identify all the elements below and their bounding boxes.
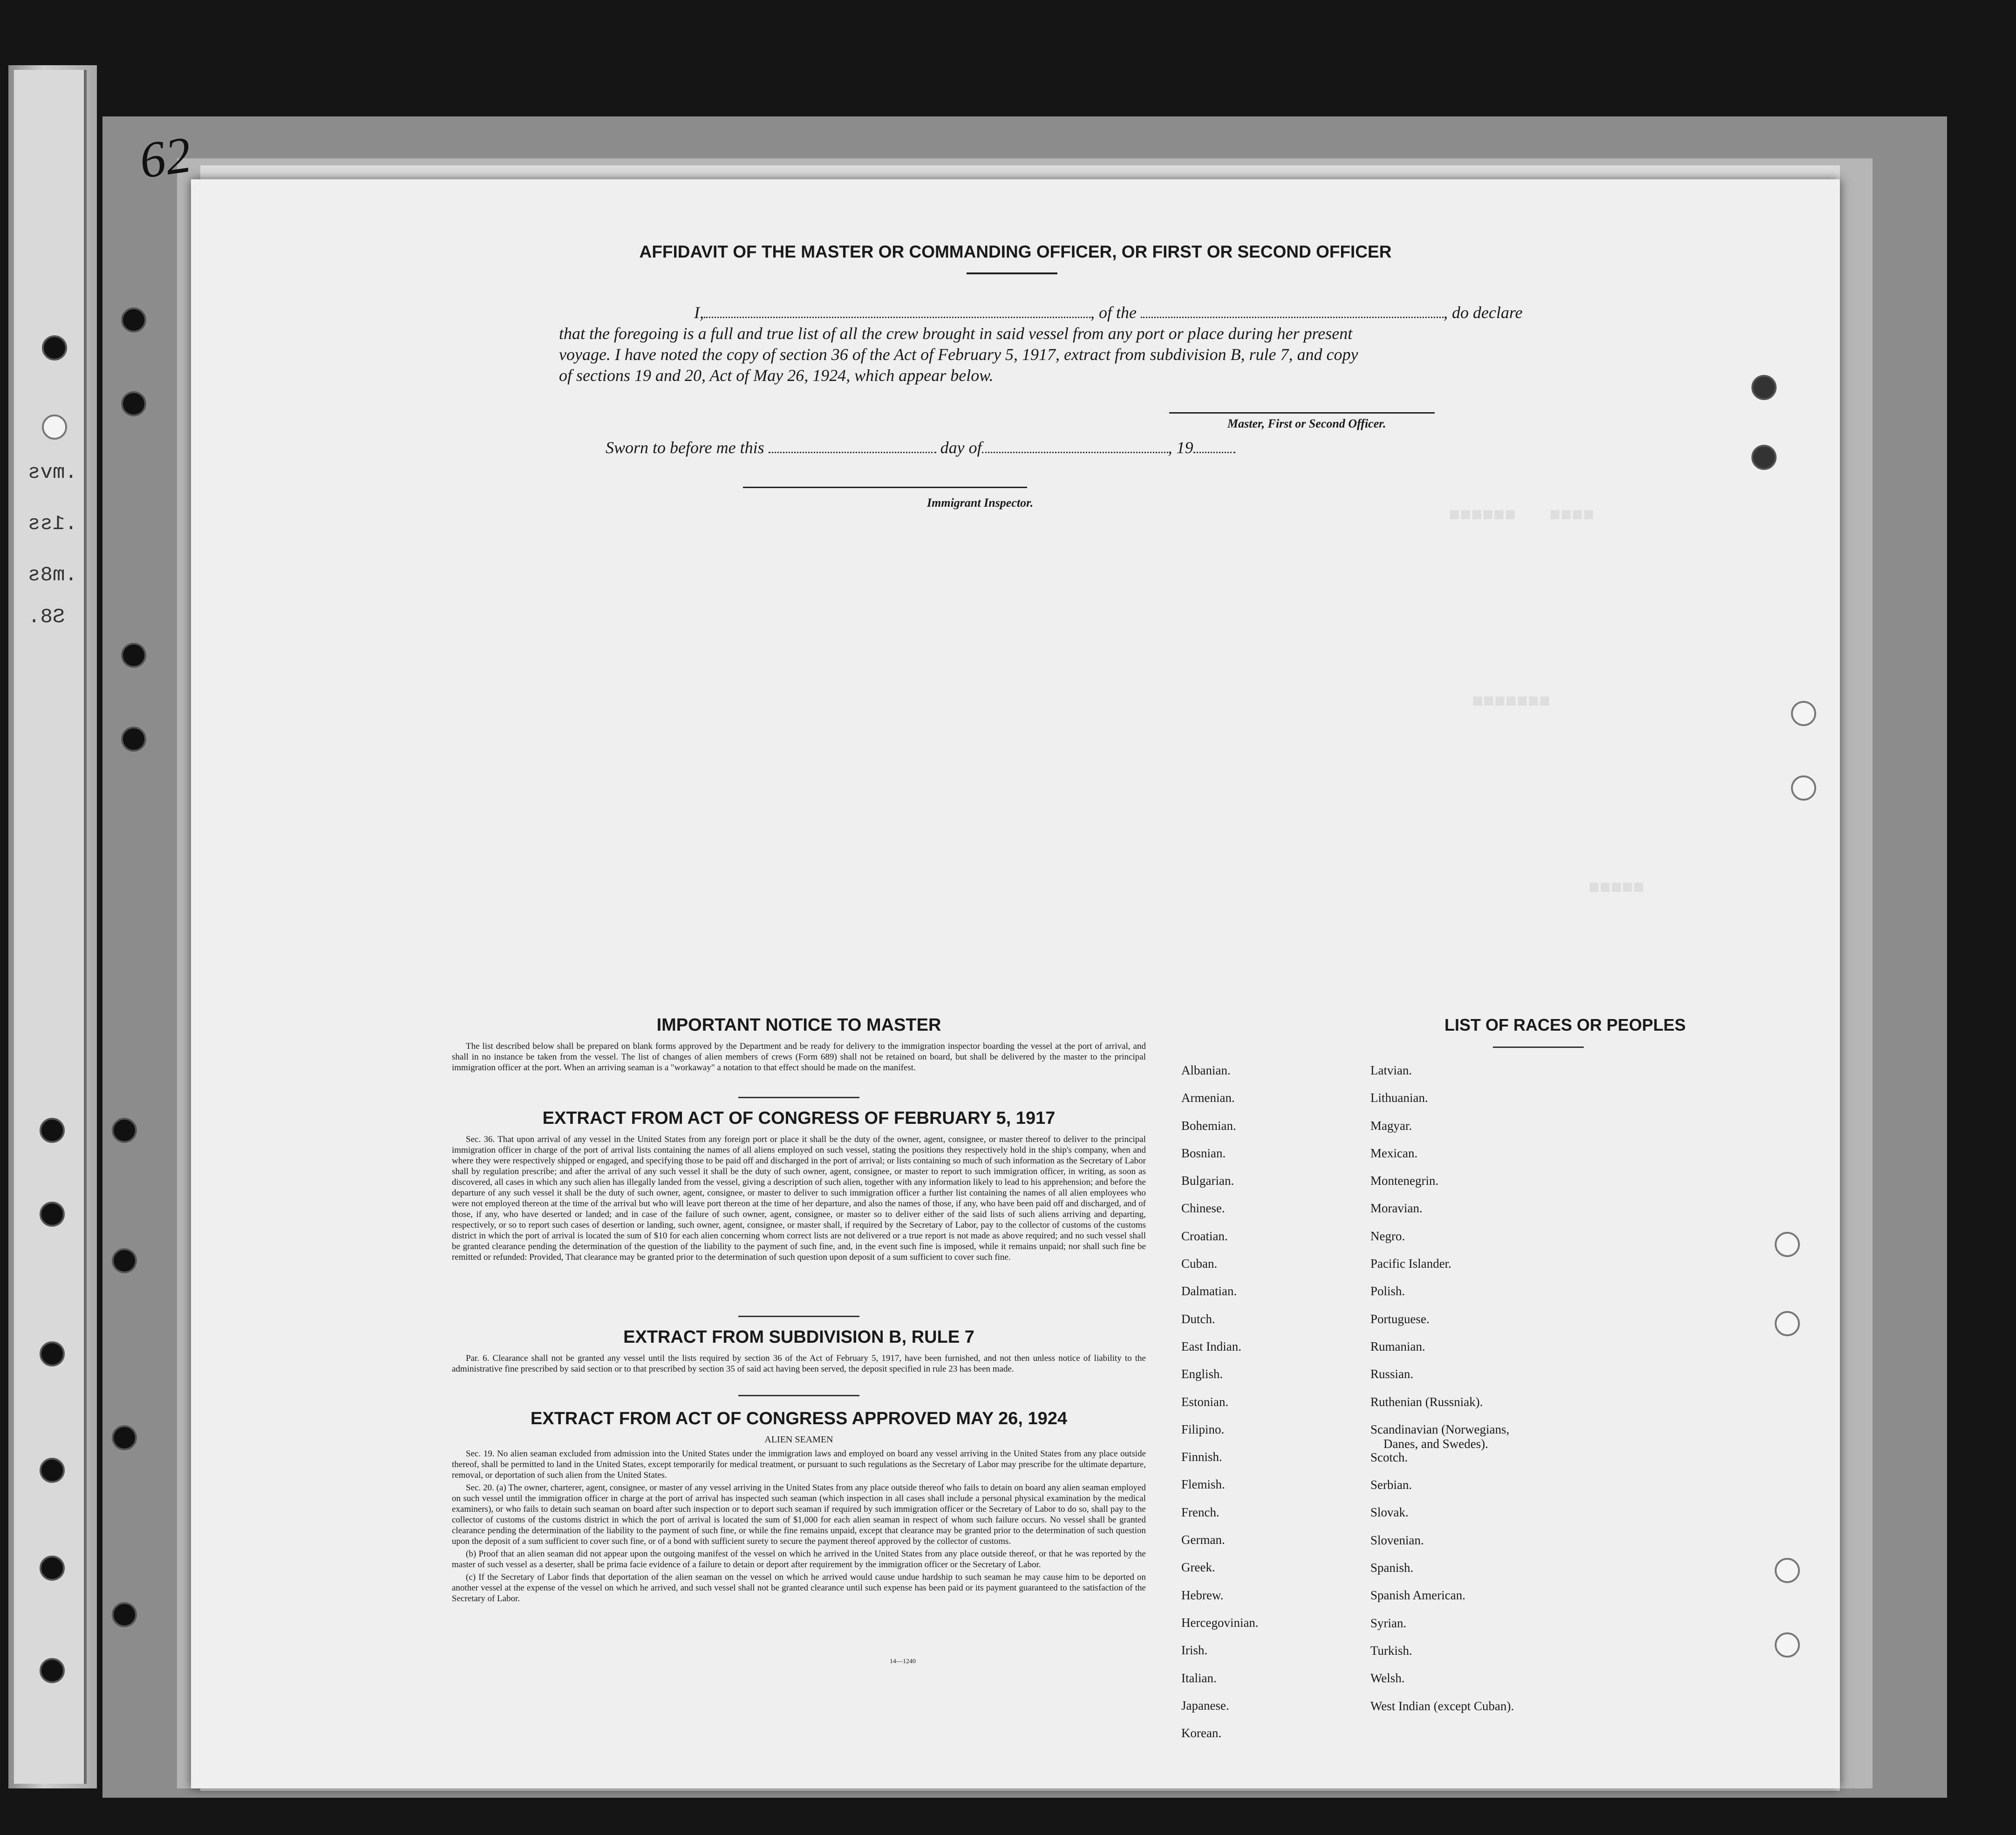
races-left-column bbox=[1181, 1063, 1259, 1753]
race-item: Latvian. bbox=[1370, 1063, 1412, 1077]
subdivision-b-title: EXTRACT FROM SUBDIVISION B, RULE 7 bbox=[623, 1327, 974, 1347]
affidavit-of-the: , of the bbox=[1090, 303, 1137, 322]
binder-hole bbox=[40, 1658, 65, 1683]
page-hole bbox=[1791, 775, 1816, 801]
binder-hole bbox=[40, 1202, 65, 1227]
page-hole bbox=[1775, 1558, 1800, 1583]
race-item: Rumanian. bbox=[1370, 1339, 1425, 1353]
inspector-signature-line[interactable] bbox=[743, 487, 1027, 488]
subdivision-b-body bbox=[452, 1353, 1146, 1376]
affidavit-declare: , do declare bbox=[1443, 303, 1523, 322]
section-rule bbox=[738, 1395, 859, 1396]
affidavit-line-1 bbox=[694, 303, 1523, 322]
race-item: Turkish. bbox=[1370, 1643, 1412, 1658]
race-item: Bulgarian. bbox=[1181, 1174, 1234, 1188]
race-item: Lithuanian. bbox=[1370, 1091, 1428, 1105]
race-item: Slovak. bbox=[1370, 1505, 1409, 1520]
race-item: Mexican. bbox=[1370, 1146, 1418, 1160]
form-number: 14—1240 bbox=[890, 1658, 916, 1665]
binder-tab bbox=[14, 70, 87, 1784]
binder-hole bbox=[112, 1602, 137, 1627]
binder-scrawl: .1ss bbox=[28, 512, 77, 536]
binder-hole bbox=[121, 307, 146, 333]
race-item: Filipino. bbox=[1181, 1422, 1225, 1436]
page-hole bbox=[1775, 1632, 1800, 1658]
sworn-line bbox=[606, 438, 1235, 457]
year-blank[interactable] bbox=[1193, 452, 1235, 453]
notice-title: IMPORTANT NOTICE TO MASTER bbox=[656, 1015, 941, 1035]
affidavit-line-2: that the foregoing is a full and true list of all the crew brought in said vessel from any port or place during her present bbox=[559, 324, 1353, 343]
binder-hole bbox=[112, 1425, 137, 1450]
bleed-through-marks: ■■■■■ bbox=[1588, 878, 1645, 899]
race-item: Syrian. bbox=[1370, 1616, 1407, 1630]
race-item: Polish. bbox=[1370, 1284, 1405, 1298]
race-item: West Indian (except Cuban). bbox=[1370, 1699, 1514, 1713]
race-item: Greek. bbox=[1181, 1560, 1215, 1575]
page-hole bbox=[1751, 375, 1777, 400]
inspector-caption: Immigrant Inspector. bbox=[927, 496, 1034, 510]
races-title: LIST OF RACES OR PEOPLES bbox=[1444, 1015, 1686, 1034]
race-item: Portuguese. bbox=[1370, 1312, 1430, 1326]
race-item: Japanese. bbox=[1181, 1698, 1229, 1713]
race-item: Spanish. bbox=[1370, 1561, 1414, 1575]
race-item: French. bbox=[1181, 1505, 1219, 1519]
extract-1917-body bbox=[452, 1134, 1146, 1264]
binder-hole bbox=[121, 391, 146, 416]
race-item: Negro. bbox=[1370, 1229, 1405, 1243]
race-item: Slovenian. bbox=[1370, 1533, 1424, 1547]
binder-hole bbox=[40, 1556, 65, 1581]
race-item: Flemish. bbox=[1181, 1477, 1225, 1492]
race-item: Montenegrin. bbox=[1370, 1174, 1439, 1188]
race-item: Estonian. bbox=[1181, 1394, 1229, 1409]
binder-scrawl: S8. bbox=[28, 605, 65, 629]
race-item: Dalmatian. bbox=[1181, 1284, 1237, 1298]
race-item: Welsh. bbox=[1370, 1671, 1405, 1685]
race-item: Ruthenian (Russniak). bbox=[1370, 1394, 1483, 1409]
race-item: German. bbox=[1181, 1533, 1225, 1547]
sec-19-paragraph: Sec. 19. No alien seaman excluded from admission into the United States under the immigration laws and employed on board any vessel arriving in the United States from any place outside thereof, shall be permitted to land in the United States, except temporarily for medical treatment, or pursuant to such regulations as the Secretary of Labor may prescribe for the ultimate departure, removal, or deportation of such alien from the United States. bbox=[452, 1449, 1146, 1480]
extract-1924-title: EXTRACT FROM ACT OF CONGRESS APPROVED MAY 26, 1924 bbox=[530, 1409, 1068, 1428]
page-hole bbox=[1775, 1311, 1800, 1336]
affidavit-page bbox=[136, 125, 1840, 1788]
affidavit-line-3: voyage. I have noted the copy of section 36 of the Act of February 5, 1917, extract from subdivision B, rule 7, and copy bbox=[559, 345, 1358, 364]
race-item-continuation: Danes, and Swedes). bbox=[1383, 1436, 1488, 1451]
race-item: Russian. bbox=[1370, 1367, 1414, 1381]
alien-seamen-subtitle bbox=[452, 1434, 1146, 1445]
bleed-through-marks: ■■■■■■■ bbox=[1472, 692, 1551, 713]
par-6-paragraph: Par. 6. Clearance shall not be granted any vessel until the lists required by section 36 of the Act of February 5, 1917, have been furnished, and not then unless notice of liability to the administrative fine prescribed by said section or to that prescribed by section 35 of said act having been served, the deposit specified in rule 23 has been made. bbox=[452, 1353, 1146, 1374]
race-item: Finnish. bbox=[1181, 1450, 1222, 1464]
race-item: Croatian. bbox=[1181, 1229, 1228, 1243]
race-item: Hebrew. bbox=[1181, 1588, 1224, 1602]
extract-1917-title: EXTRACT FROM ACT OF CONGRESS OF FEBRUARY 5, 1917 bbox=[542, 1108, 1056, 1128]
folio-mark: 62 bbox=[136, 125, 195, 190]
bleed-through-marks: ■■■■■■ ■■■■ bbox=[1449, 505, 1594, 526]
year-label: , 19 bbox=[1168, 438, 1193, 457]
extract-1924-body bbox=[452, 1448, 1146, 1606]
race-item: Irish. bbox=[1181, 1643, 1208, 1658]
page-hole bbox=[1791, 701, 1816, 726]
sworn-label: Sworn to before me this bbox=[606, 438, 764, 457]
vessel-blank[interactable] bbox=[1141, 317, 1444, 318]
section-rule bbox=[738, 1097, 859, 1098]
sec-20b-paragraph: (b) Proof that an alien seaman did not appear upon the outgoing manifest of the vessel on which he arrived in the United States from any place outside thereof, or that he was reported by the master of such vessel as a deserter, shall be prima facie evidence of a failure to detain or deport after requirement by the immigration officer or the Secretary of Labor. bbox=[452, 1549, 1146, 1570]
sec-36-paragraph: Sec. 36. That upon arrival of any vessel in the United States from any foreign port or place it shall be the duty of the owner, agent, consignee, or master thereof to deliver to the principal immigration officer in charge of the port of arrival lists containing the names of all aliens employed on such vessel, stating the positions they respectively hold in the ship's company, when and where they were respectively shipped or engaged, and specifying those to be paid off and discharged in the port of arrival; or lists containing so much of such information as the Secretary of Labor shall by regulation prescribe; and after the arrival of any such vessel it shall be the duty of such owner, agent, consignee, or master to report to such immigration officer, in writing, as soon as discovered, all cases in which any such alien has illegally landed from the vessel, giving a description of such alien, together with any information likely to lead to his apprehension; and before the departure of any such vessel it shall be the duty of such owner, agent, consignee, or master to deliver to such immigration officer a further list containing the names of all alien employees who were not employed thereon at the time of the arrival but who will leave port thereon at the time of her departure, and also the names of those, if any, who have been paid off and discharged, and of those, if any, who have deserted or landed; and in case of the failure of such owner, agent, consignee, or master so to deliver either of the said lists of such aliens arriving and departing, respectively, or so to report such cases of desertion or landing, such owner, agent, consignee, or master shall, if required by the Secretary of Labor, pay to the collector of customs of the customs district in which the port of arrival is located the sum of $10 for each alien concerning whom correct lists are not delivered or a true report is not made as above required; and no such vessel shall be granted clearance pending the determination of the question of the liability to the payment of such fine, and, in the event such fine is imposed, while it remains unpaid; nor shall such fine be remitted or refunded: Provided, That clearance may be granted prior to the determination of such question upon deposit of a sum sufficient to cover such fine. bbox=[452, 1135, 1146, 1262]
month-blank[interactable] bbox=[982, 452, 1168, 453]
page-hole bbox=[1751, 445, 1777, 470]
sec-20c-paragraph: (c) If the Secretary of Labor finds that deportation of the alien seaman on the vessel on which he arrived would cause undue hardship to such seaman he may cause him to be deported on another vessel at the expense of the vessel on which he arrived, and such vessel shall not be granted clearance until such expense has been paid or its payment guaranteed to the satisfaction of the Secretary of Labor. bbox=[452, 1572, 1146, 1604]
binder-hole bbox=[121, 727, 146, 752]
binder-hole bbox=[40, 1458, 65, 1483]
day-of-label: day of bbox=[940, 438, 982, 457]
race-item: Bosnian. bbox=[1181, 1146, 1226, 1160]
race-item: Magyar. bbox=[1370, 1118, 1412, 1133]
sworn-day-blank[interactable] bbox=[769, 452, 936, 453]
race-item: Hercegovinian. bbox=[1181, 1615, 1259, 1630]
sec-20a-paragraph: Sec. 20. (a) The owner, charterer, agent, consignee, or master of any vessel arriving in the United States from any place outside thereof who fails to detain on board any alien seaman employed on such vessel until the immigration officer in charge at the port of arrival has inspected such seaman (which inspection in all cases shall include a personal physical examination by the medical examiners), or who fails to detain such seaman on board after such inspection or to deport such seaman if required by such immigration officer or the Secretary of Labor to do so, shall pay to the collector of customs of the customs district in which the port of arrival is located the sum of $1,000 for each alien seaman in respect of whom such failure occurs. No vessel shall be granted clearance pending the determination of the liability to the payment of such fine, or while the fine remains unpaid, except that clearance may be granted prior to the determination of such question upon the deposit of a sum sufficient to cover such fine, or of a bond with sufficient surety to secure the payment thereof approved by the collector of customs. bbox=[452, 1483, 1146, 1546]
binder-hole bbox=[40, 1118, 65, 1143]
binder-hole bbox=[121, 643, 146, 668]
race-item: Moravian. bbox=[1370, 1201, 1423, 1216]
race-item: Scotch. bbox=[1370, 1450, 1408, 1464]
race-item: Italian. bbox=[1181, 1671, 1217, 1685]
title-rule bbox=[967, 272, 1057, 274]
binder-scrawl: .mvs bbox=[28, 461, 77, 484]
race-item: Scandinavian (Norwegians, bbox=[1370, 1422, 1510, 1436]
notice-body bbox=[452, 1041, 1146, 1075]
binder-hole bbox=[42, 335, 67, 360]
affidavit-line-4: of sections 19 and 20, Act of May 26, 1924, which appear below. bbox=[559, 366, 994, 385]
race-item: Cuban. bbox=[1181, 1257, 1218, 1271]
race-item: Serbian. bbox=[1370, 1478, 1412, 1492]
race-item: Pacific Islander. bbox=[1370, 1257, 1451, 1271]
master-caption: Master, First or Second Officer. bbox=[1227, 417, 1386, 430]
affidavit-i: I, bbox=[694, 303, 704, 322]
race-item: English. bbox=[1181, 1367, 1223, 1381]
race-item: Bohemian. bbox=[1181, 1118, 1236, 1133]
race-item: Albanian. bbox=[1181, 1063, 1231, 1077]
race-item: Spanish American. bbox=[1370, 1588, 1465, 1603]
race-item: East Indian. bbox=[1181, 1339, 1241, 1353]
binder-scrawl: .m8s bbox=[28, 564, 77, 587]
section-rule bbox=[738, 1316, 859, 1317]
notice-paragraph: The list described below shall be prepared on blank forms approved by the Department and be ready for delivery to the immigration inspector boarding the vessel at the port of arrival, and shall in no instance be taken from the vessel. The list of changes of alien members of crews (Form 689) shall not be retained on board, but shall be delivered by the master to the principal immigration officer at the port. When an arriving seaman is a "workaway" a notation to that effect should be made on the manifest. bbox=[452, 1041, 1146, 1073]
binder-hole bbox=[112, 1248, 137, 1273]
race-item: Armenian. bbox=[1181, 1091, 1235, 1105]
races-right-column bbox=[1370, 1063, 1514, 1726]
affidavit-title: AFFIDAVIT OF THE MASTER OR COMMANDING OFFICER, OR FIRST OR SECOND OFFICER bbox=[639, 242, 1392, 261]
page-hole bbox=[1775, 1232, 1800, 1257]
race-item: Korean. bbox=[1181, 1726, 1222, 1740]
race-item: Dutch. bbox=[1181, 1312, 1215, 1326]
alien-seamen-label: ALIEN SEAMEN bbox=[764, 1434, 833, 1445]
binder-hole bbox=[112, 1118, 137, 1143]
races-rule bbox=[1493, 1047, 1584, 1048]
master-signature-line[interactable] bbox=[1169, 412, 1435, 414]
binder-hole bbox=[42, 415, 67, 440]
binder-hole bbox=[40, 1341, 65, 1366]
name-blank[interactable] bbox=[704, 317, 1090, 318]
race-item: Chinese. bbox=[1181, 1201, 1225, 1216]
